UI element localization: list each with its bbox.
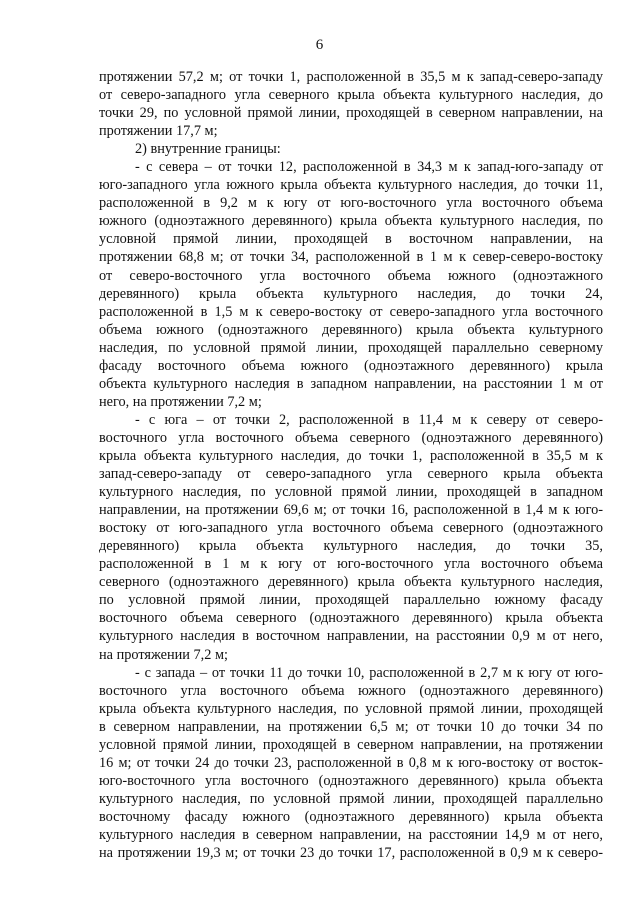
text-line: условной прямой линии, проходящей в восточном направлении, на xyxy=(99,231,603,248)
text-line: северного (одноэтажного деревянного) крыла объекта культурного наследия, xyxy=(99,574,603,591)
text-line: направлении, на протяжении 69,6 м; от точки 16, расположенной в 1,4 м к юго- xyxy=(99,502,603,519)
text-line: наследия, по условной прямой линии, проходящей параллельно северному xyxy=(99,339,603,356)
text-line: - с запада – от точки 11 до точки 10, расположенной в 2,7 м к югу от юго- xyxy=(135,664,603,681)
text-line: восточного угла восточного объема южного (одноэтажного деревянного) xyxy=(99,682,603,699)
text-line: объема южного (одноэтажного деревянного) крыла объекта культурного xyxy=(99,321,603,338)
text-line: расположенной в 9,2 м к югу от юго-восточного угла восточного объема xyxy=(99,195,603,212)
text-line: культурного наследия, по условной прямой линии, проходящей параллельно xyxy=(99,790,603,807)
text-line: - с севера – от точки 12, расположенной в 34,3 м к запад-юго-западу от xyxy=(135,159,603,176)
text-line: восточного угла восточного объема северного (одноэтажного деревянного) xyxy=(99,429,603,446)
text-line: восточного объема северного (одноэтажного деревянного) крыла объекта xyxy=(99,610,603,627)
text-line: условной прямой линии, проходящей в северном направлении, на протяжении xyxy=(99,736,603,753)
text-line: от северо-восточного угла восточного объема южного (одноэтажного xyxy=(99,267,603,284)
text-line: южного (одноэтажного деревянного) крыла объекта культурного наследия, по xyxy=(99,213,603,230)
text-line: расположенной в 1 м к югу от юго-восточного угла восточного объема xyxy=(99,556,603,573)
text-line: деревянного) крыла объекта культурного наследия, до точки 24, xyxy=(99,285,603,302)
text-line: протяжении 17,7 м; xyxy=(99,123,218,140)
text-line: деревянного) крыла объекта культурного наследия, до точки 35, xyxy=(99,538,603,555)
text-line: - с юга – от точки 2, расположенной в 11,4 м к северу от северо- xyxy=(135,411,603,428)
text-line: точки 29, по условной прямой линии, проходящей в северном направлении, на xyxy=(99,105,603,122)
text-line: протяжении 68,8 м; от точки 34, расположенной в 1 м к север-северо-востоку xyxy=(99,249,603,266)
page-number: 6 xyxy=(315,37,324,53)
text-line: юго-западного угла южного крыла объекта культурного наследия, до точки 11, xyxy=(99,177,603,194)
text-line: культурного наследия, по условной прямой линии, проходящей в западном xyxy=(99,484,603,501)
text-line: юго-восточного угла восточного (одноэтажного деревянного) крыла объекта xyxy=(99,772,603,789)
text-line: объекта культурного наследия в западном направлении, на расстоянии 1 м от xyxy=(99,375,603,392)
text-line: от северо-западного угла северного крыла объекта культурного наследия, до xyxy=(99,87,603,104)
text-line: 2) внутренние границы: xyxy=(135,141,281,158)
text-line: запад-северо-западу от северо-западного угла северного крыла объекта xyxy=(99,466,603,483)
text-line: протяжении 57,2 м; от точки 1, расположенной в 35,5 м к запад-северо-западу xyxy=(99,69,603,85)
text-line: крыла объекта культурного наследия, по условной прямой линии, проходящей xyxy=(99,700,603,717)
text-line: 16 м; от точки 24 до точки 23, расположенной в 0,8 м к юго-востоку от восток- xyxy=(99,754,603,771)
text-line: крыла объекта культурного наследия, до точки 1, расположенной в 35,5 м к xyxy=(99,447,603,464)
text-line: него, на протяжении 7,2 м; xyxy=(99,393,262,410)
document-body xyxy=(99,68,603,862)
text-line: восточному фасаду южного (одноэтажного деревянного) крыла объекта xyxy=(99,808,603,825)
text-line: по условной прямой линии, проходящей параллельно южному фасаду xyxy=(99,592,603,609)
text-line: культурного наследия в северном направлении, на расстоянии 14,9 м от него, xyxy=(99,826,603,843)
text-line: на протяжении 7,2 м; xyxy=(99,646,228,663)
text-line: расположенной в 1,5 м к северо-востоку от северо-западного угла восточного xyxy=(99,303,603,320)
text-line: востоку от юго-западного угла восточного объема северного (одноэтажного xyxy=(99,520,603,537)
text-line: на протяжении 19,3 м; от точки 23 до точки 17, расположенной в 0,9 м к северо- xyxy=(99,845,603,862)
text-line: фасаду восточного объема южного (одноэтажного деревянного) крыла xyxy=(99,357,603,374)
text-line: в северном направлении, на протяжении 6,5 м; от точки 10 до точки 34 по xyxy=(99,718,603,735)
text-line: культурного наследия в восточном направлении, на расстоянии 0,9 м от него, xyxy=(99,628,603,645)
